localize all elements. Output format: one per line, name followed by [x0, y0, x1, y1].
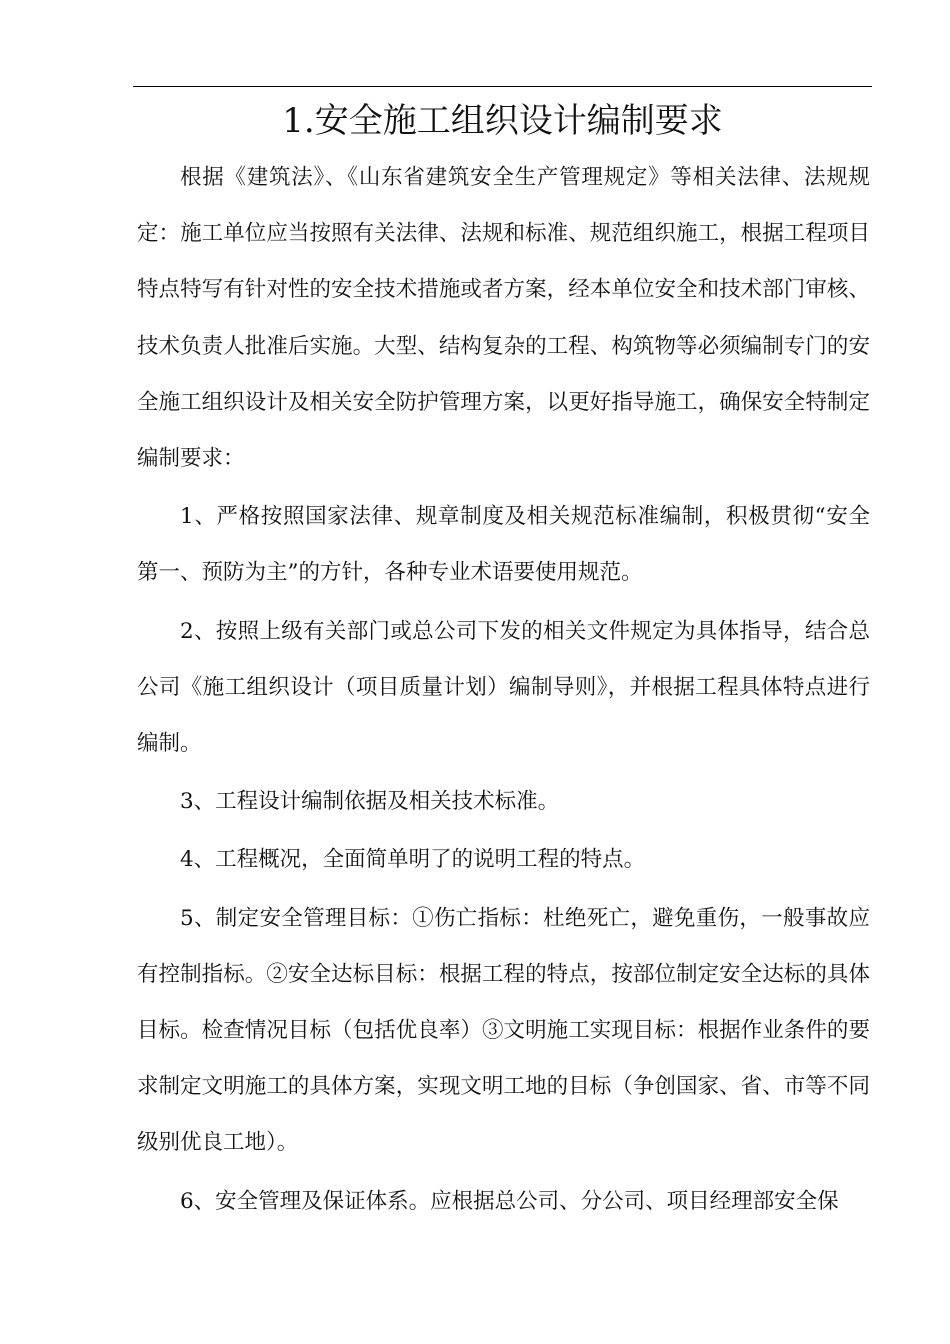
paragraph-item-1: 1、严格按照国家法律、规章制度及相关规范标准编制，积极贯彻“安全第一、预防为主”的方针，各种专业术语要使用规范。	[137, 504, 870, 586]
paragraph-item-6: 6、安全管理及保证体系。应根据总公司、分公司、项目经理部安全保	[180, 1188, 839, 1214]
document-title: 1.安全施工组织设计编制要求	[282, 101, 723, 141]
header-rule	[133, 86, 872, 87]
paragraph-item-3: 3、工程设计编制依据及相关技术标准。	[180, 789, 560, 815]
paragraph-item-2: 2、按照上级有关部门或总公司下发的相关文件规定为具体指导，结合总公司《施工组织设计（项目质量计划）编制导则》，并根据工程具体特点进行编制。	[137, 618, 870, 757]
paragraph-item-4: 4、工程概况，全面简单明了的说明工程的特点。	[180, 847, 646, 873]
paragraph-item-5: 5、制定安全管理目标：①伤亡指标：杜绝死亡，避免重伤，一般事故应有控制指标。②安全达标目标：根据工程的特点，按部位制定安全达标的具体目标。检查情况目标（包括优良率）③文明施工实现目标：根据作业条件的要求制定文明施工的具体方案，实现文明工地的目标（争创国家、省、市等不同级别优良工地）。	[137, 905, 870, 1156]
paragraph-intro: 根据《建筑法》、《山东省建筑安全生产管理规定》等相关法律、法规规定：施工单位应当按照有关法律、法规和标准、规范组织施工，根据工程项目特点特写有针对性的安全技术措施或者方案，经本单位安全和技术部门审核、技术负责人批准后实施。大型、结构复杂的工程、构筑物等必须编制专门的安全施工组织设计及相关安全防护管理方案，以更好指导施工，确保安全特制定编制要求：	[137, 165, 870, 472]
document-body	[137, 150, 870, 1232]
